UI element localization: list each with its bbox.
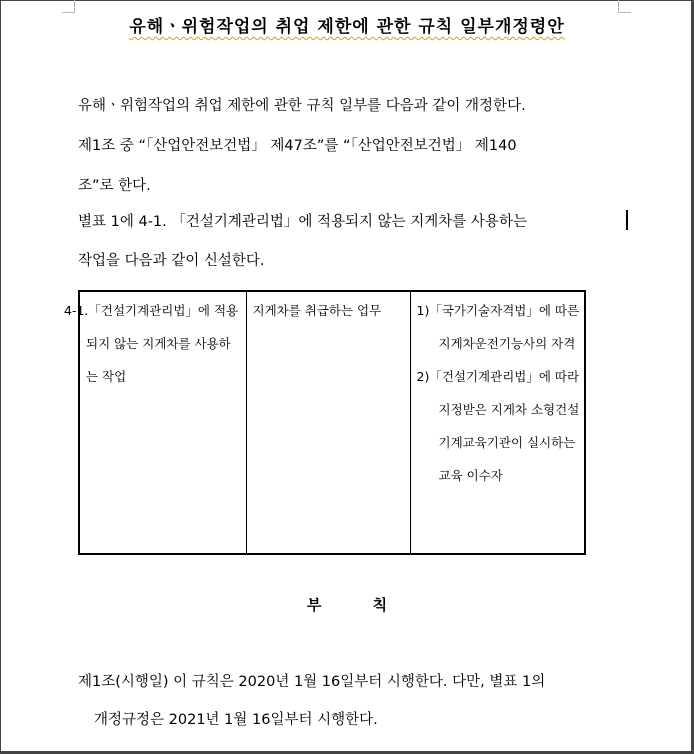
document-title [0, 12, 694, 37]
body-line-4: 별표 1에 4-1. 「건설기계관리법」에 적용되지 않는 지게차를 사용하는 [78, 214, 527, 230]
supplementary-heading: 부 칙 [306, 596, 388, 614]
qualification-item-2: 2)「건설기계관리법」에 따라 지정받은 지게차 소형건설기계교육기관이 실시하는 교육 이수자 [416, 369, 580, 483]
table-row [79, 291, 585, 554]
supplementary-line-1: 제1조(시행일) 이 규칙은 2020년 1월 16일부터 시행한다. 다만, 별표 1의 [78, 674, 546, 690]
body-line-1: 유해ㆍ위험작업의 취업 제한에 관한 규칙 일부를 다음과 같이 개정한다. [78, 98, 526, 114]
text-cursor [626, 210, 628, 230]
body-line-5: 작업을 다음과 같이 신설한다. [78, 253, 265, 269]
body-line-2: 제1조 중 “「산업안전보건법」 제47조”를 “「산업안전보건법」 제140 [78, 138, 517, 154]
body-line-3: 조”로 한다. [78, 178, 151, 194]
amendment-table [64, 290, 586, 555]
cell-duty: 지게차를 취급하는 업무 [246, 291, 410, 554]
supplementary-line-2: 개정규정은 2021년 1월 16일부터 시행한다. [94, 712, 378, 728]
cell-qualifications [410, 291, 585, 554]
cell-work: 4-1.「건설기계관리법」에 적용되지 않는 지게차를 사용하는 작업 [79, 291, 246, 554]
qualification-item-1: 1)「국가기술자격법」에 따른 지게차운전기능사의 자격 [416, 303, 580, 351]
document-title-text: 유해ㆍ위험작업의 취업 제한에 관한 규칙 일부개정령안 [129, 17, 565, 37]
